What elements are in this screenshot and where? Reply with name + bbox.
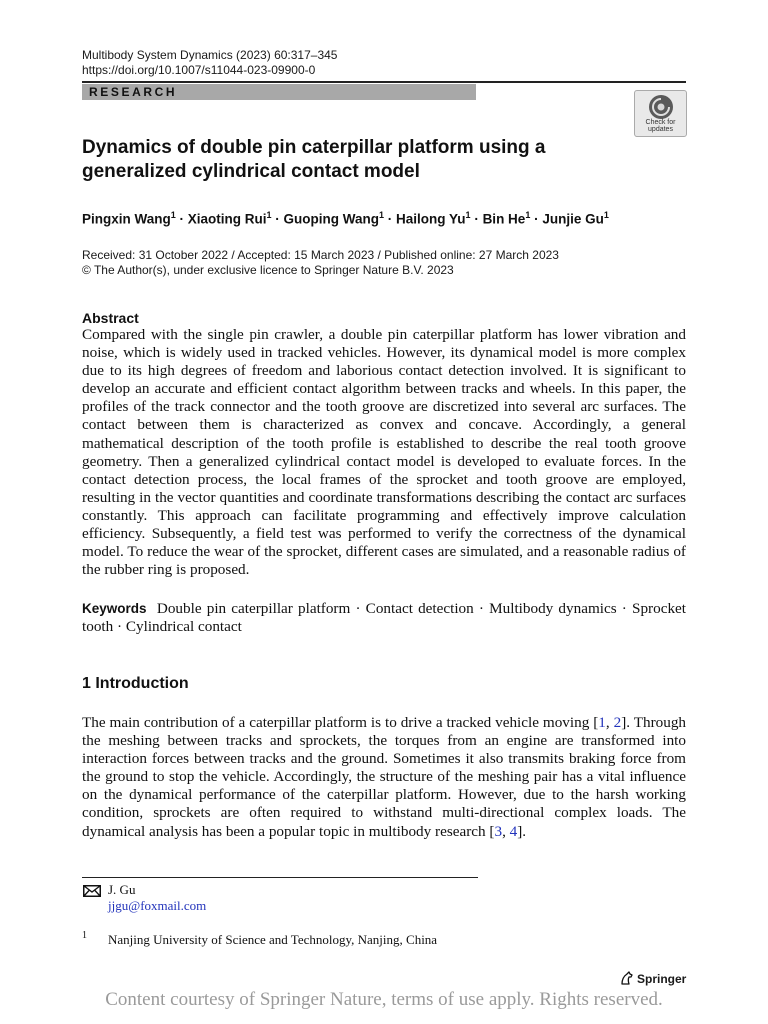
author-separator: · [175,211,188,227]
author-name[interactable]: Hailong Yu [396,211,466,227]
courtesy-notice: Content courtesy of Springer Nature, terms of use apply. Rights reserved. [105,989,663,1010]
check-updates-icon [649,95,673,119]
citation-link[interactable]: 2 [613,714,622,731]
author-separator: · [470,211,483,227]
journal-citation [82,48,337,78]
intro-text: ]. [517,822,527,840]
section-label: RESEARCH [89,85,178,99]
header-rule [82,81,686,83]
author-name[interactable]: Junjie Gu [542,211,604,227]
dates-line: Received: 31 October 2022 / Accepted: 15 March 2023 / Published online: 27 March 2023 [82,248,559,262]
paper-title: Dynamics of double pin caterpillar platform using a generalized cylindrical contact model [82,137,546,182]
author-affiliation: 1 [465,210,471,220]
author-affiliation: 1 [170,210,176,220]
keywords-text: Double pin caterpillar platform · Contact detection · Multibody dynamics · Sprocket tooth · Cylindrical contact [82,600,686,636]
author-separator: · [271,211,284,227]
corresponding-author-name: J. Gu [108,882,136,897]
abstract-heading: Abstract [82,310,139,326]
author-affiliation: 1 [379,210,385,220]
doi-link[interactable]: https://doi.org/10.1007/s11044-023-09900-0 [82,63,316,77]
introduction-body [82,714,686,841]
citation-separator: , [502,822,510,840]
author-separator: · [384,211,397,227]
citation-link[interactable]: 3 [494,822,503,840]
author-separator: · [530,211,543,227]
citation-link[interactable]: 4 [509,822,518,840]
copyright-line: © The Author(s), under exclusive licence to Springer Nature B.V. 2023 [82,263,454,277]
author-affiliation: 1 [603,210,609,220]
affiliation-number: 1 [82,930,87,941]
keywords-label: Keywords [82,601,147,616]
check-for-updates-badge[interactable] [634,90,687,137]
publication-dates [82,248,559,278]
keywords [82,600,686,636]
author-name[interactable]: Pingxin Wang [82,211,171,227]
affiliation-text: Nanjing University of Science and Technology, Nanjing, China [108,932,438,947]
section-heading-introduction: 1 Introduction [82,675,189,692]
intro-text: ]. Through the meshing between tracks and sprockets, the torques from an engine are transformed into interaction forces between tracks and the ground. Sometimes it also transmits braking force from the ground to stop the vehicle. Accordingly, the structure of the meshing pair has a vital influence on the dynamical performance of the caterpillar platform. However, due to the harsh working condition, sprockets are often required to withstand multi-directional complex loads. The dynamical analysis has been a popular topic in multibody research [ [82,714,687,840]
abstract-body: Compared with the single pin crawler, a double pin caterpillar platform has lower vibration and noise, which is widely used in tracked vehicles. However, its dynamical model is more complex due to its high degrees of freedom and laborious contact detection involved. It is significant to develop an accurate and efficient contact algorithm between tracks and wheels. In this paper, the profiles of the track connector and the tooth groove are discretized into several arc surfaces. The contact between them is characterized as convex and concave. Accordingly, a general mathematical description of the tooth profile is established to describe the real tooth groove geometry. Then a generalized cylindrical contact model is developed to evaluate forces. In the contact detection process, the local frames of the sprocket and tooth groove are employed, resulting in the vector quantities and coordinate transformations describing the contact arc surfaces constantly. This approach can facilitate programming and effectively improve calculation efficiency. Subsequently, a field test was performed to verify the correctness of the dynamical model. To reduce the wear of the sprocket, different cases are simulated, and a reasonable radius of the rubber ring is proposed. [82,326,686,579]
intro-text: The main contribution of a caterpillar platform is to drive a tracked vehicle moving [ [82,714,599,731]
author-name[interactable]: Bin He [482,211,526,227]
citation-link[interactable]: 1 [598,714,606,731]
author-name[interactable]: Xiaoting Rui [187,211,267,227]
author-name[interactable]: Guoping Wang [283,211,380,227]
springer-horse-icon [619,970,635,986]
author-affiliation: 1 [525,210,531,220]
journal-line: Multibody System Dynamics (2023) 60:317–345 [82,48,338,62]
publisher-name: Springer [637,972,687,986]
citation-separator: , [605,714,614,731]
footnote-rule [82,877,478,878]
envelope-icon [83,884,101,896]
author-affiliation: 1 [266,210,272,220]
corresponding-author-email[interactable]: jjgu@foxmail.com [108,898,207,913]
check-updates-text: Check for updates [645,119,676,133]
author-list [82,206,609,229]
